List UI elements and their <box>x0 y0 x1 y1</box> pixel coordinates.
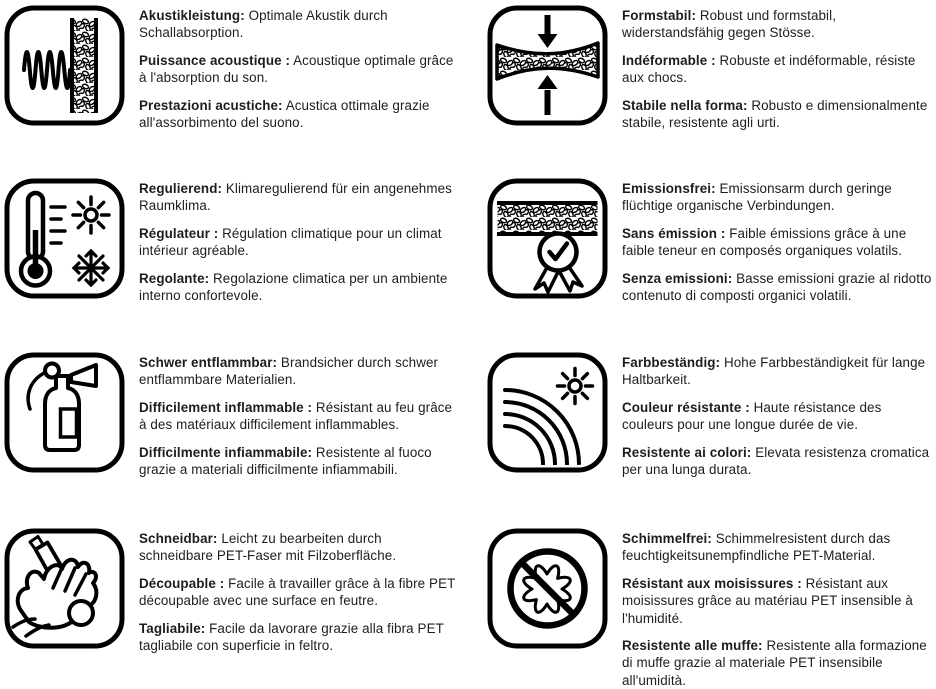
feature-label-it: Senza emissioni: <box>622 270 733 286</box>
feature-paragraph-it <box>139 97 459 132</box>
fire-retardant-icon <box>4 352 125 473</box>
climate-regulation-icon <box>4 178 125 299</box>
feature-card <box>468 0 936 170</box>
feature-paragraph-fr <box>139 399 459 434</box>
feature-description-it: Resistente al fuoco grazie a materiali difficilmente infiammabili. <box>139 444 432 478</box>
feature-description-de: Emissionsarm durch geringe flüchtige organische Verbindungen. <box>622 181 892 214</box>
feature-label-de: Emissionsfrei: <box>622 181 716 196</box>
feature-label-de: Schimmelfrei: <box>622 531 712 546</box>
feature-paragraph-fr <box>622 52 936 87</box>
feature-paragraph-de <box>622 180 936 215</box>
feature-label-fr: Puissance acoustique : <box>139 52 291 68</box>
feature-description-de: Brandsicher durch schwer entflammbare Materialien. <box>139 355 439 388</box>
feature-description-it: Robusto e dimensionalmente stabile, resistente agli urti. <box>622 97 928 131</box>
feature-text <box>139 5 459 131</box>
feature-text <box>139 178 459 304</box>
feature-description-it: Elevata resistenza cromatica per una lunga durata. <box>622 444 930 478</box>
feature-label-fr: Indéformable : <box>622 52 716 68</box>
feature-paragraph-it <box>622 270 936 305</box>
feature-paragraph-de <box>622 354 936 389</box>
feature-paragraph-de <box>139 354 459 389</box>
feature-paragraph-fr <box>139 225 459 260</box>
feature-card <box>468 510 936 688</box>
feature-text <box>622 5 936 131</box>
feature-paragraph-it <box>139 444 459 479</box>
feature-description-fr: Faible émissions grâce à une faible teneur en composés organiques volatils. <box>622 225 907 259</box>
feature-description-de: Optimale Akustik durch Schallabsorption. <box>139 8 388 41</box>
feature-paragraph-it <box>622 637 936 689</box>
feature-description-de: Leicht zu bearbeiten durch schneidbare PET-Faser mit Filzoberfläche. <box>139 531 397 564</box>
feature-paragraph-fr <box>139 52 459 87</box>
feature-text <box>622 352 936 478</box>
feature-label-de: Farbbeständig: <box>622 355 721 370</box>
feature-text <box>622 528 936 689</box>
feature-paragraph-it <box>622 444 936 479</box>
feature-description-fr: Robuste et indéformable, résiste aux chocs. <box>622 52 916 86</box>
feature-card <box>0 0 468 170</box>
low-emission-icon <box>487 178 608 299</box>
feature-label-it: Stabile nella forma: <box>622 97 748 113</box>
feature-paragraph-fr <box>622 399 936 434</box>
feature-label-fr: Sans émission : <box>622 225 726 241</box>
feature-paragraph-de <box>622 7 936 42</box>
feature-description-fr: Acoustique optimale grâce à l'absorption du son. <box>139 52 454 86</box>
feature-description-it: Regolazione climatica per un ambiente interno confortevole. <box>139 270 448 304</box>
feature-label-it: Regolante: <box>139 270 210 286</box>
feature-description-fr: Régulation climatique pour un climat intérieur agréable. <box>139 225 442 259</box>
feature-paragraph-fr <box>139 575 459 610</box>
feature-label-it: Prestazioni acustiche: <box>139 97 283 113</box>
feature-description-fr: Résistant aux moisissures grâce au matériau PET insensible à l'humidité. <box>622 575 913 626</box>
feature-card <box>0 340 468 510</box>
feature-description-it: Facile da lavorare grazie alla fibra PET tagliabile con superficie in feltro. <box>139 620 444 654</box>
feature-paragraph-de <box>139 180 459 215</box>
feature-text <box>139 352 459 478</box>
feature-label-fr: Difficilement inflammable : <box>139 399 313 415</box>
feature-text <box>622 178 936 304</box>
feature-card <box>468 170 936 340</box>
feature-description-it: Resistente alla formazione di muffe grazie al materiale PET insensibile all'umidità. <box>622 638 927 688</box>
feature-label-it: Tagliabile: <box>139 620 206 636</box>
color-fastness-icon <box>487 352 608 473</box>
feature-paragraph-fr <box>622 575 936 627</box>
feature-label-it: Resistente ai colori: <box>622 444 752 460</box>
feature-description-fr: Résistant au feu grâce à des matériaux difficilement inflammables. <box>139 399 453 433</box>
feature-label-de: Regulierend: <box>139 181 223 196</box>
feature-label-fr: Découpable : <box>139 575 225 591</box>
feature-paragraph-it <box>622 97 936 132</box>
feature-description-de: Schimmelresistent durch das feuchtigkeitsunempfindliche PET-Material. <box>622 531 891 564</box>
feature-description-de: Robust und formstabil, widerstandsfähig gegen Stösse. <box>622 8 837 41</box>
feature-card <box>0 170 468 340</box>
feature-paragraph-it <box>139 620 459 655</box>
feature-paragraph-fr <box>622 225 936 260</box>
feature-card <box>0 510 468 680</box>
feature-description-de: Klimaregulierend für ein angenehmes Raumklima. <box>139 181 452 214</box>
feature-description-it: Basse emissioni grazie al ridotto contenuto di composti organici volatili. <box>622 270 932 304</box>
feature-paragraph-it <box>139 270 459 305</box>
feature-label-fr: Résistant aux moisissures : <box>622 575 802 591</box>
feature-label-de: Formstabil: <box>622 8 697 23</box>
feature-description-fr: Haute résistance des couleurs pour une longue durée de vie. <box>622 399 882 433</box>
feature-label-it: Difficilmente infiammabile: <box>139 444 313 460</box>
feature-description-it: Acustica ottimale grazie all'assorbimento del suono. <box>139 97 430 131</box>
feature-label-it: Resistente alle muffe: <box>622 638 763 654</box>
feature-description-fr: Facile à travailler grâce à la fibre PET découpable avec une surface en feutre. <box>139 575 456 609</box>
feature-label-fr: Régulateur : <box>139 225 219 241</box>
feature-text <box>139 528 459 654</box>
cuttable-icon <box>4 528 125 649</box>
feature-label-de: Schwer entflammbar: <box>139 355 278 370</box>
sound-absorption-icon <box>4 5 125 126</box>
mold-resistant-icon <box>487 528 608 649</box>
shape-stability-icon <box>487 5 608 126</box>
feature-paragraph-de <box>622 530 936 565</box>
feature-paragraph-de <box>139 7 459 42</box>
feature-card <box>468 340 936 510</box>
feature-label-de: Akustikleistung: <box>139 8 245 23</box>
feature-description-de: Hohe Farbbeständigkeit für lange Haltbarkeit. <box>622 355 926 388</box>
feature-paragraph-de <box>139 530 459 565</box>
feature-label-de: Schneidbar: <box>139 531 218 546</box>
feature-label-fr: Couleur résistante : <box>622 399 750 415</box>
